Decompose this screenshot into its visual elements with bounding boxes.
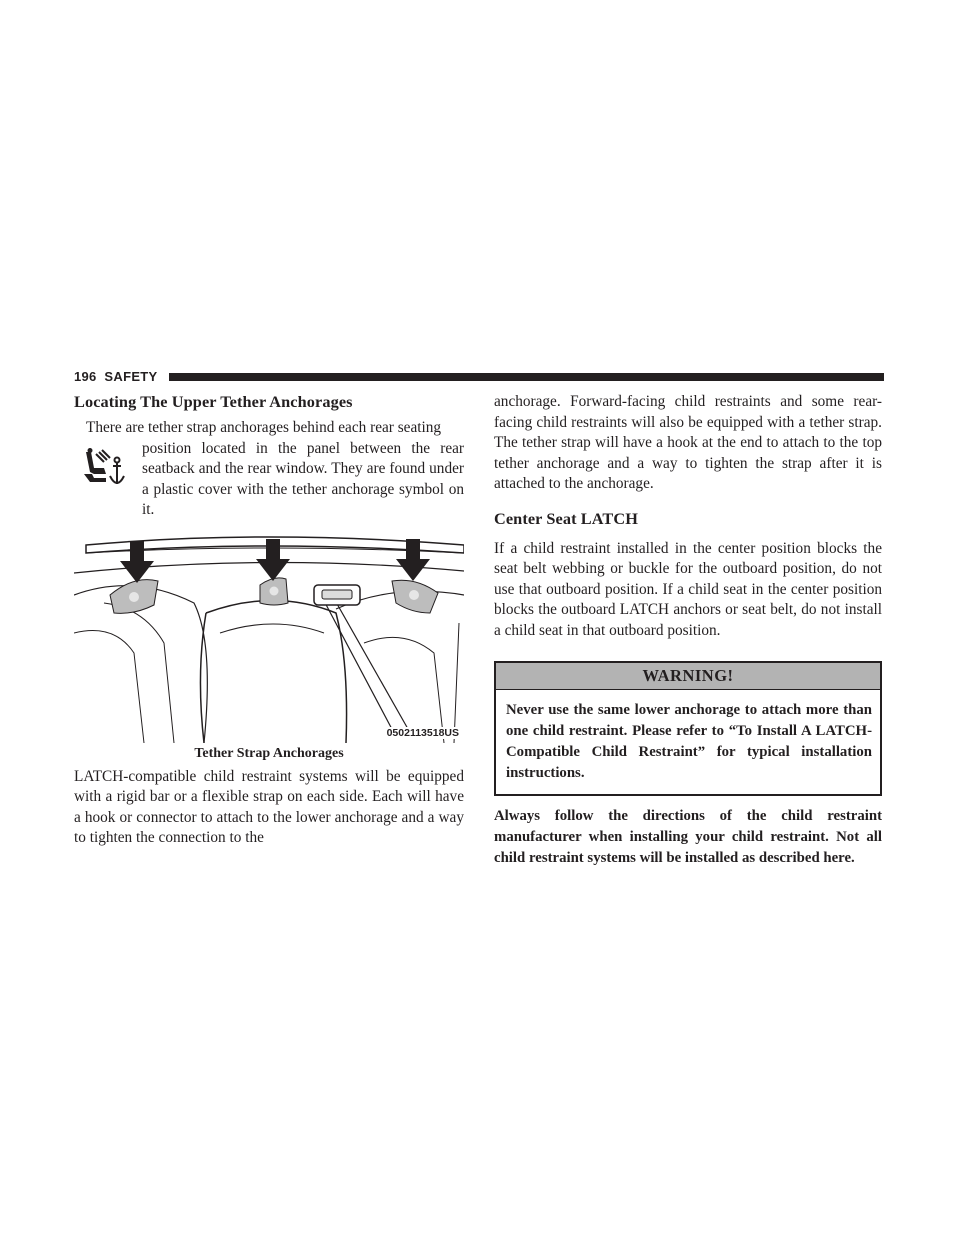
tether-strap-illustration	[74, 533, 464, 743]
left-column	[74, 392, 464, 849]
figure-caption: Tether Strap Anchorages	[194, 745, 344, 761]
warning-title: WARNING!	[496, 663, 880, 690]
section-title: SAFETY	[104, 369, 158, 384]
warning-box	[494, 661, 882, 796]
intro-rest: position located in the panel between the rear seatback and the rear window. They are found under a plastic cover with the tether anchorage symbol on it.	[142, 439, 464, 518]
warning-body: Never use the same lower anchorage to attach more than one child restraint. Please refer to “To Install A LATCH-Compatible Child Restraint” for typical installation instructions.	[506, 702, 872, 781]
page-header	[74, 368, 884, 386]
figure-id: 0502113518US	[386, 726, 459, 739]
center-seat-paragraph: If a child restraint installed in the center position blocks the seat belt webbing or buckle for the outboard position, do not use that outboard position. If a child seat in the center position blocks the outboard LATCH anchors or seat belt, do not install a child seat in that outboard position.	[494, 539, 882, 639]
always-follow-paragraph: Always follow the directions of the child restraint manufacturer when installing your child restraint. Not all child restraint systems will be installed as described here.	[494, 808, 882, 866]
intro-paragraph	[74, 418, 464, 521]
upper-tether-heading: Locating The Upper Tether Anchorages	[74, 392, 353, 411]
tether-strap-figure	[74, 533, 464, 743]
header-rule	[169, 373, 884, 381]
page-number: 196	[74, 369, 97, 384]
right-column	[494, 392, 882, 869]
center-seat-latch-heading: Center Seat LATCH	[494, 508, 638, 528]
latch-paragraph: LATCH-compatible child restraint systems will be equipped with a rigid bar or a flexible strap on each side. Each will have a hook or connector to attach to the lower anchorage and a way to tighten the connection to the	[74, 767, 464, 846]
continuation-paragraph: anchorage. Forward-facing child restraints and some rear-facing child restraints will also be equipped with a tether strap. The tether strap will have a hook at the end to attach to the top tether anchorage and a way to tighten the strap after it is attached to the anchorage.	[494, 393, 882, 492]
intro-first-line: There are tether strap anchorages behind each rear seating	[86, 419, 442, 436]
page-number-section	[74, 368, 158, 386]
tether-anchorage-symbol-icon	[80, 448, 130, 494]
